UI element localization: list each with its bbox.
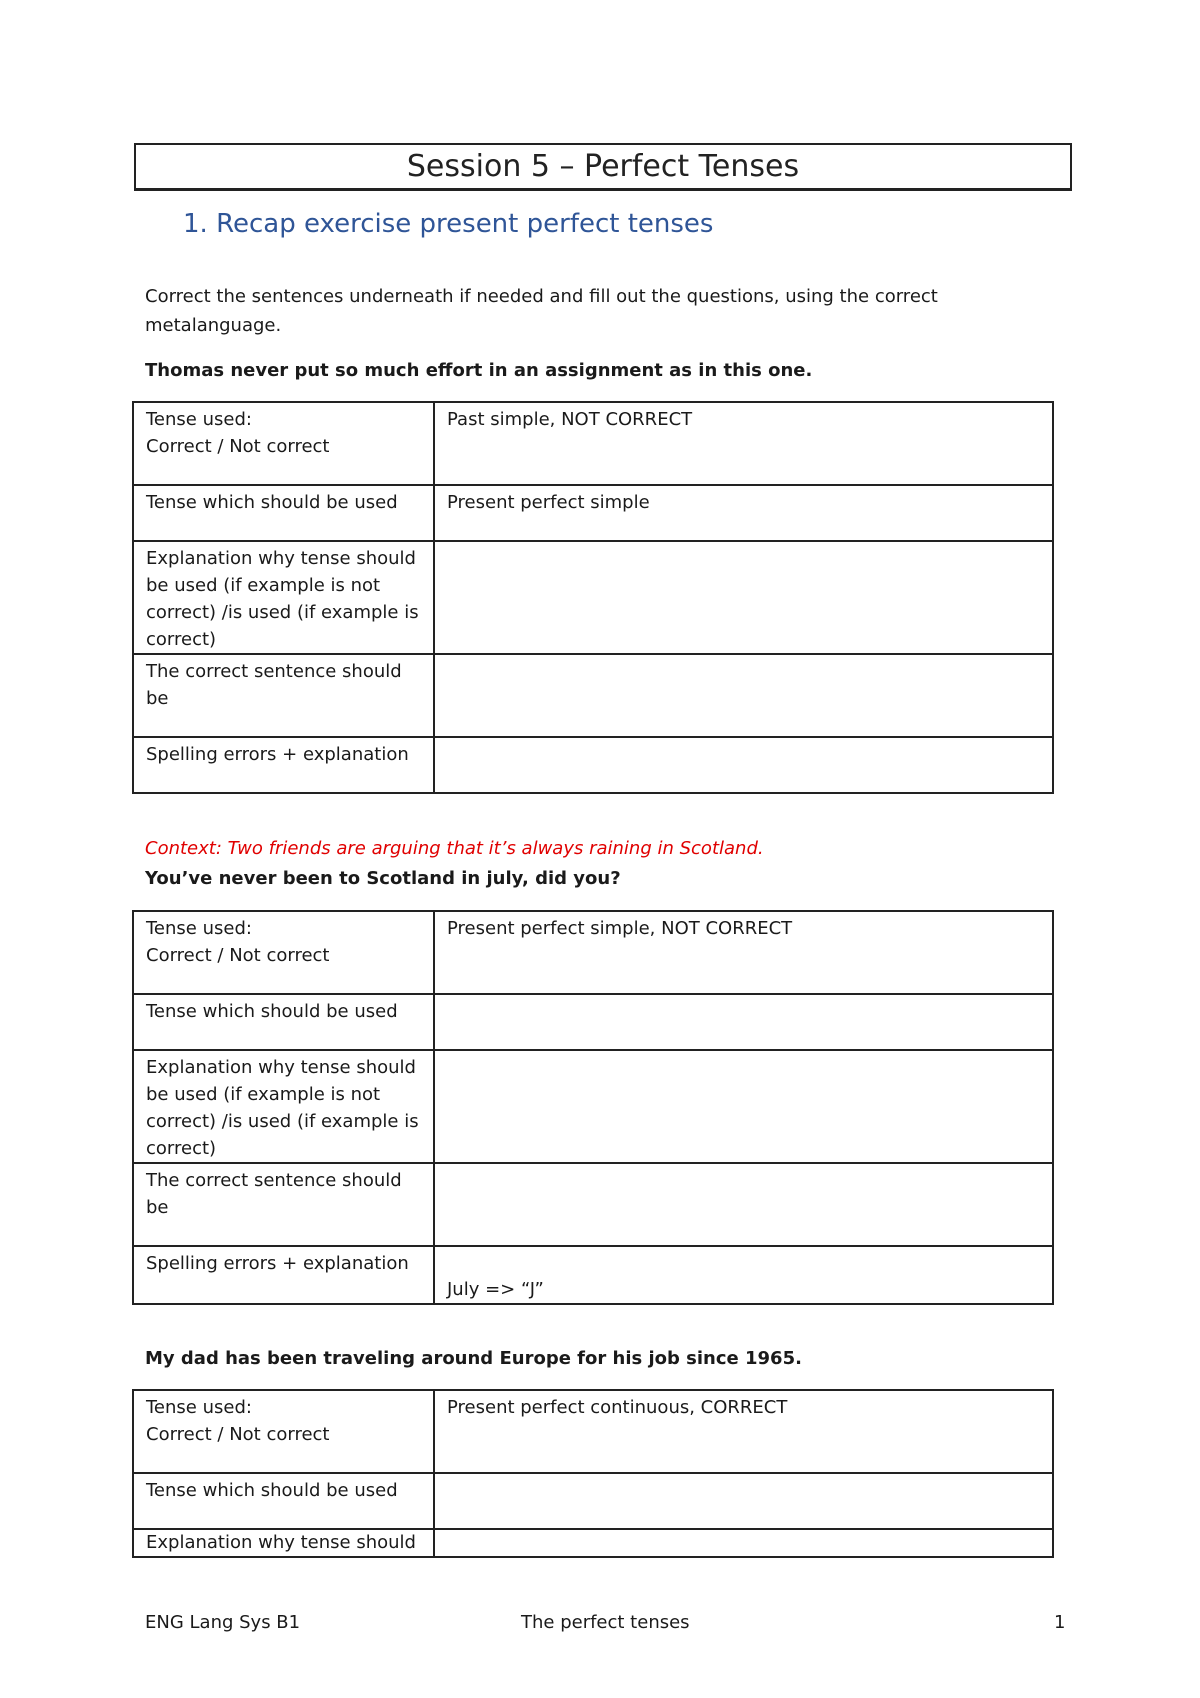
tense-used-label: Tense used: Correct / Not correct: [133, 402, 434, 485]
table-row: [133, 1390, 1053, 1473]
exercise-1-sentence: Thomas never put so much effort in an assignment as in this one.: [145, 360, 813, 381]
explanation-answer[interactable]: [434, 1529, 1053, 1557]
should-be-used-label: Tense which should be used: [133, 1473, 434, 1529]
table-row: [133, 994, 1053, 1050]
exercise-3-sentence: My dad has been traveling around Europe for his job since 1965.: [145, 1348, 802, 1369]
tense-used-answer[interactable]: Present perfect continuous, CORRECT: [434, 1390, 1053, 1473]
tense-used-label: Tense used: Correct / Not correct: [133, 911, 434, 994]
explanation-label: Explanation why tense should: [133, 1529, 434, 1557]
explanation-answer[interactable]: [434, 1050, 1053, 1163]
should-be-used-answer[interactable]: [434, 994, 1053, 1050]
footer-title: The perfect tenses: [521, 1612, 690, 1633]
should-be-used-answer[interactable]: Present perfect simple: [434, 485, 1053, 541]
table-row: [133, 1246, 1053, 1304]
explanation-label: Explanation why tense should be used (if example is not correct) /is used (if example is correct): [133, 1050, 434, 1163]
page-title: Session 5 – Perfect Tenses: [134, 143, 1072, 191]
table-row: [133, 1473, 1053, 1529]
exercise-2-context: Context: Two friends are arguing that it’s always raining in Scotland.: [145, 838, 764, 859]
correct-sentence-label: The correct sentence should be: [133, 654, 434, 737]
tense-used-label: Tense used: Correct / Not correct: [133, 1390, 434, 1473]
table-row: [133, 1529, 1053, 1557]
spelling-answer[interactable]: July => “J”: [434, 1246, 1053, 1304]
instructions-text: Correct the sentences underneath if needed and fill out the questions, using the correct metalanguage.: [145, 286, 938, 336]
table-row: [133, 485, 1053, 541]
correct-sentence-answer[interactable]: [434, 1163, 1053, 1246]
exercise-2-sentence: You’ve never been to Scotland in july, did you?: [145, 868, 621, 889]
table-row: [133, 911, 1053, 994]
explanation-answer[interactable]: [434, 541, 1053, 654]
correct-sentence-answer[interactable]: [434, 654, 1053, 737]
table-row: [133, 1163, 1053, 1246]
should-be-used-label: Tense which should be used: [133, 485, 434, 541]
spelling-answer[interactable]: [434, 737, 1053, 793]
explanation-label: Explanation why tense should be used (if example is not correct) /is used (if example is correct): [133, 541, 434, 654]
exercise-3-table: [132, 1389, 1054, 1558]
footer-course: ENG Lang Sys B1: [145, 1612, 301, 1633]
table-row: [133, 654, 1053, 737]
spelling-label: Spelling errors + explanation: [133, 1246, 434, 1304]
page-number: 1: [1054, 1612, 1066, 1633]
exercise-2-table: [132, 910, 1054, 1305]
spelling-label: Spelling errors + explanation: [133, 737, 434, 793]
table-row: [133, 541, 1053, 654]
table-row: [133, 1050, 1053, 1163]
exercise-1-table: [132, 401, 1054, 794]
should-be-used-answer[interactable]: [434, 1473, 1053, 1529]
section-heading: 1. Recap exercise present perfect tenses: [183, 209, 714, 239]
tense-used-answer[interactable]: Past simple, NOT CORRECT: [434, 402, 1053, 485]
table-row: [133, 402, 1053, 485]
should-be-used-label: Tense which should be used: [133, 994, 434, 1050]
table-row: [133, 737, 1053, 793]
correct-sentence-label: The correct sentence should be: [133, 1163, 434, 1246]
tense-used-answer[interactable]: Present perfect simple, NOT CORRECT: [434, 911, 1053, 994]
